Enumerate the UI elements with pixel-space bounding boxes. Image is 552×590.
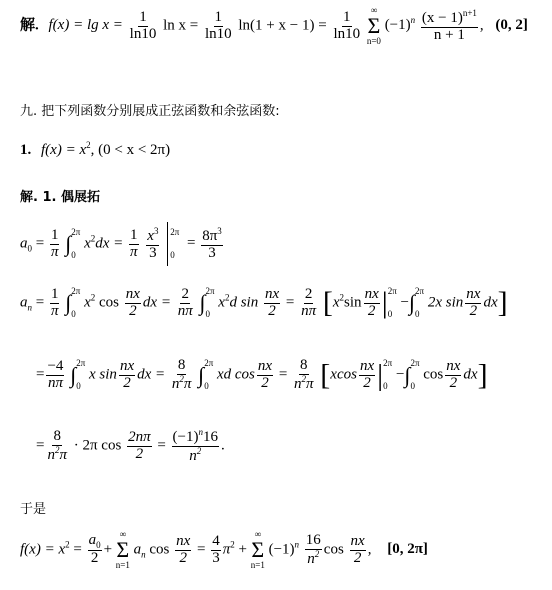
frac-1-ln10-c: $\frac{1}{\ln 10}$ bbox=[333, 8, 361, 42]
ln1: ln(1 + x − 1) = bbox=[238, 17, 327, 34]
problem-item: 1. $f(x) = x^2$, (0 < x < 2π) bbox=[20, 140, 171, 158]
final-equation: $f(x) = x^2$ = $\frac{a_0}{2}$ + ∞ Σ n=1 $a_n$ cos $\frac{nx}{2}$ = $\frac{4}{3}$ $\pi^2$ + ∞ Σ n=1 $(-1)^n$ $\frac{16}{n^2}$ cos $\frac{nx}{2}$ , [0, 2π] bbox=[20, 529, 428, 570]
an-equation-1: $a_n$ = $\frac{1}{\pi}$ ∫ 2π 0 $x^2$ cos $\frac{nx}{2}$ dx = $\frac{2}{n\pi}$ ∫ 2π 0 $x^2d$ sin $\frac{nx}{2}$ = $\frac{2}{n\pi}$ [$x^2\sin$ $\frac{nx}{2}$ | 2π 0 −∫ 2π 0 2x sin $\frac{nx}{2}$ dx] bbox=[20, 285, 508, 319]
interval-1: (0, 2] bbox=[495, 17, 528, 34]
power-frac: $\frac{(x - 1)^{n+1}}{n + 1}$ bbox=[421, 7, 477, 43]
expansion-line: 解. f(x) = lg x = $\frac{1}{\ln 10}$ ln x = $\frac{1}{\ln 10}$ ln(1 + x − 1) = $\frac{1}{\ln 10}$ ∞ Σ n=0 $(-1)^n$ $\frac{(x - 1)^{n+1}}{n + 1}$ , (0, 2] bbox=[20, 5, 528, 46]
an-equation-2: = $\frac{-4}{n\pi}$ ∫ 2π 0 x sin $\frac{nx}{2}$ dx = $\frac{8}{n^2\pi}$ ∫ 2π 0 xd cos $\frac{nx}{2}$ = $\frac{8}{n^2\pi}$ [xcos $\frac{nx}{2}$ | 2π 0 −∫ 2π 0 cos $\frac{nx}{2}$ dx] bbox=[36, 357, 488, 392]
an-equation-3: = $\frac{8}{n^2\pi}$ · 2π cos $\frac{2n\pi}{2}$ = $\frac{(-1)^n16}{n^2}$ . bbox=[36, 427, 225, 464]
solution-label: 解. bbox=[20, 17, 39, 34]
a0-equation: $a_0$ = $\frac{1}{\pi}$ ∫ 2π 0 $x^2dx$ = $\frac{1}{\pi}$ $\frac{x^3}{3}$ 2π 0 = $\frac{8\pi^3}{3}$ bbox=[20, 222, 225, 266]
problem-heading: 九. 把下列函数分别展成正弦函数和余弦函数: bbox=[20, 104, 280, 119]
lnx: ln x = bbox=[163, 17, 199, 34]
solution-heading: 解. 1. 偶展拓 bbox=[20, 190, 100, 205]
frac-1-ln10: $\frac{1}{\ln 10}$ bbox=[129, 8, 157, 42]
frac-1-ln10-b: $\frac{1}{\ln 10}$ bbox=[204, 8, 232, 42]
sum-n0: ∞ Σ n=0 bbox=[366, 5, 381, 46]
lhs-lgx: f(x) = lg x = bbox=[48, 17, 123, 34]
thus-label: 于是 bbox=[20, 502, 47, 517]
sign-term: $(-1)^n$ bbox=[384, 15, 416, 34]
